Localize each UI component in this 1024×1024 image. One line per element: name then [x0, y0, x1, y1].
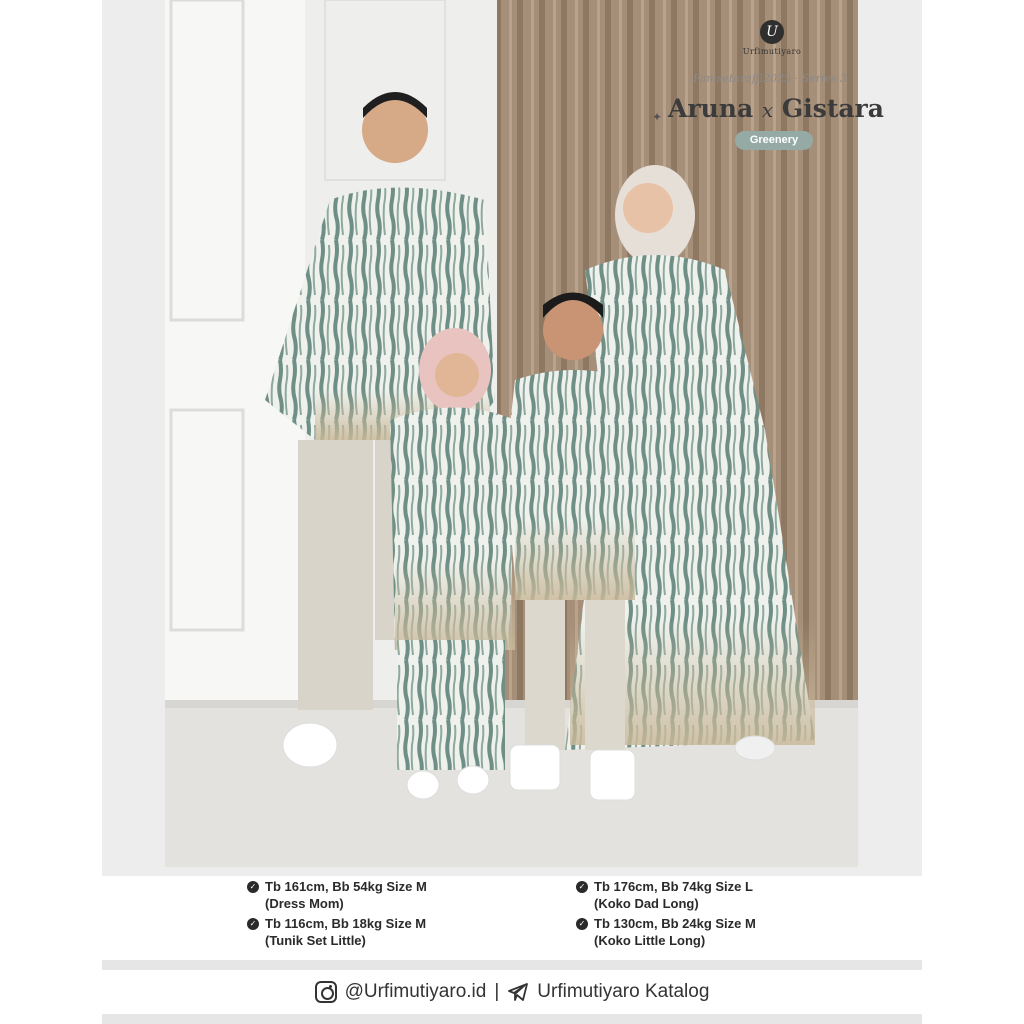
- brand-header: [720, 20, 824, 56]
- spec-item: [247, 878, 427, 912]
- spec-item: [576, 915, 756, 949]
- spec-item: [576, 878, 753, 912]
- brand-name: Urfimutiyaro: [742, 47, 802, 56]
- telegram-icon[interactable]: [507, 982, 529, 1002]
- catalog-link[interactable]: Urfimutiyaro Katalog: [537, 981, 710, 1002]
- spec-line: Tb 161cm, Bb 54kg Size M: [265, 879, 427, 894]
- instagram-icon[interactable]: [315, 981, 337, 1003]
- spec-note: (Dress Mom): [265, 896, 344, 911]
- variant-badge: Greenery: [735, 131, 813, 150]
- check-icon: ✓: [247, 918, 259, 930]
- spec-note: (Koko Dad Long): [594, 896, 699, 911]
- title-separator: x: [761, 98, 774, 122]
- sparkle-icon: ✦: [652, 110, 663, 124]
- instagram-handle[interactable]: @Urfimutiyaro.id: [344, 981, 487, 1002]
- spec-line: Tb 116cm, Bb 18kg Size M: [265, 916, 427, 931]
- brand-logo: U: [760, 20, 784, 44]
- check-icon: ✓: [576, 918, 588, 930]
- social-footer: [102, 970, 922, 1014]
- spec-line: Tb 130cm, Bb 24kg Size M: [594, 916, 756, 931]
- collection-title: [646, 94, 906, 123]
- check-icon: ✓: [576, 881, 588, 893]
- divider-band: [102, 960, 922, 970]
- spec-item: [247, 915, 426, 949]
- bottom-band: [102, 1014, 922, 1024]
- spec-note: (Tunik Set Little): [265, 933, 366, 948]
- check-icon: ✓: [247, 881, 259, 893]
- spec-line: Tb 176cm, Bb 74kg Size L: [594, 879, 753, 894]
- title-left: Aruna: [668, 94, 754, 123]
- series-label: Famsetaraffi2025 · Series 3: [692, 72, 848, 85]
- title-right: Gistara: [781, 94, 884, 123]
- footer-divider: |: [494, 981, 500, 1002]
- size-specs: [102, 876, 922, 960]
- spec-note: (Koko Little Long): [594, 933, 706, 948]
